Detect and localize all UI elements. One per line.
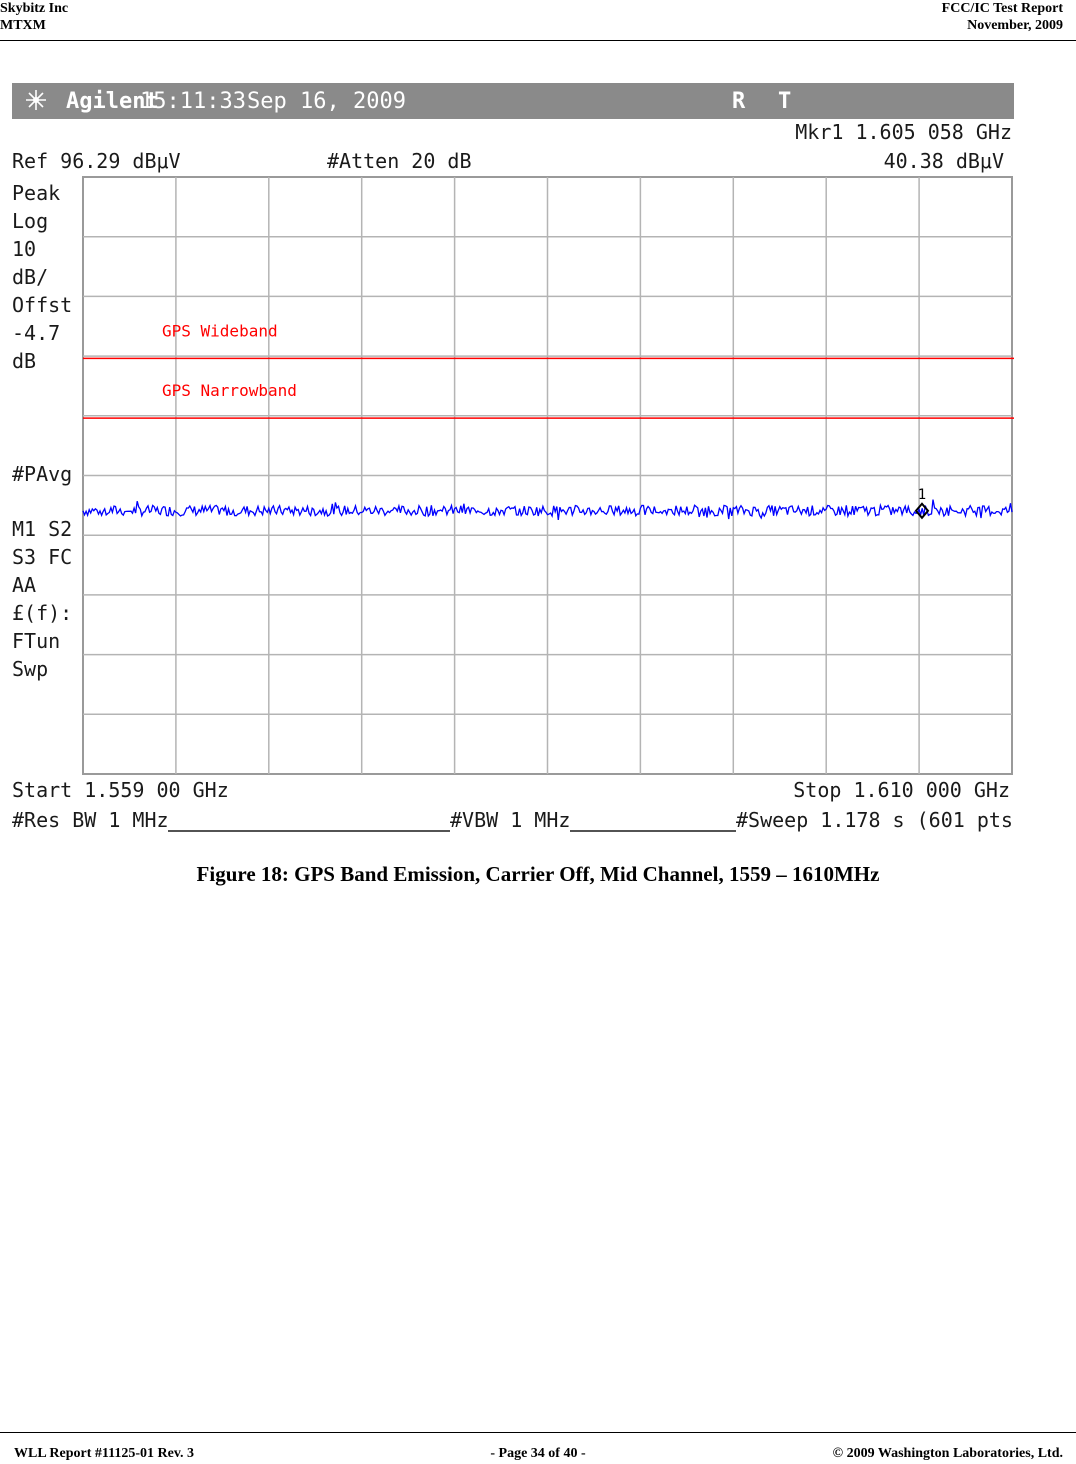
header-left	[0, 0, 68, 34]
side-label: Peak	[12, 181, 61, 205]
limit-line-label: GPS Narrowband	[162, 381, 297, 401]
date-label: Sep 16, 2009	[247, 89, 406, 114]
plot-grid	[83, 177, 1012, 774]
footer-report: WLL Report #11125-01 Rev. 3	[14, 1446, 195, 1461]
report-type: FCC/IC Test Report	[941, 1, 1063, 16]
header-right	[942, 0, 1063, 34]
company-name: Skybitz Inc	[0, 1, 69, 16]
side-label: 10	[12, 237, 37, 261]
sweep-time: #Sweep 1.178 s (601 pts)	[736, 808, 1014, 832]
product-name: MTXM	[0, 18, 46, 33]
agilent-logo-icon	[26, 90, 46, 110]
limit-line-label: GPS Wideband	[162, 321, 278, 341]
footer-rule	[0, 1432, 1076, 1433]
marker-number: 1	[917, 486, 927, 503]
resolution-bandwidth: #Res BW 1 MHz	[12, 808, 169, 832]
side-label: M1 S2	[12, 517, 73, 541]
header-rule	[0, 40, 1076, 41]
side-label: FTun	[12, 629, 61, 653]
time-label: 15:11:33	[140, 89, 246, 114]
side-label: dB	[12, 349, 37, 373]
marker-value: 40.38 dBμV	[883, 149, 1004, 173]
footer-page: - Page 34 of 40 -	[490, 1446, 586, 1461]
side-label: #PAvg	[12, 462, 73, 486]
marker-1	[916, 487, 928, 518]
status-r: R	[732, 89, 746, 114]
side-label: S3 FC	[12, 545, 73, 569]
video-bandwidth: #VBW 1 MHz	[450, 808, 571, 832]
side-label: £(f):	[12, 601, 73, 625]
figure-caption: Figure 18: GPS Band Emission, Carrier Off, Mid Channel, 1559 – 1610MHz	[196, 862, 880, 886]
side-label: Swp	[12, 657, 49, 681]
brand-label: Agilent	[66, 89, 159, 114]
status-t: T	[778, 89, 792, 114]
footer-copyright: © 2009 Washington Laboratories, Ltd.	[832, 1446, 1063, 1461]
spectrum-plot	[12, 83, 1014, 833]
spectrum-analyzer-screen	[12, 83, 1014, 833]
side-label: AA	[12, 573, 37, 597]
report-date: November, 2009	[967, 18, 1063, 33]
side-label: -4.7	[12, 321, 61, 345]
stop-frequency: Stop 1.610 000 GHz	[793, 778, 1010, 802]
side-label: Log	[12, 209, 49, 233]
limit-lines	[83, 321, 1014, 418]
side-labels	[12, 181, 72, 681]
start-frequency: Start 1.559 00 GHz	[12, 778, 229, 802]
ref-level: Ref 96.29 dBμV	[12, 149, 181, 173]
attenuation: #Atten 20 dB	[327, 149, 472, 173]
side-label: dB/	[12, 265, 49, 289]
side-label: Offst	[12, 293, 73, 317]
marker-label: Mkr1 1.605 058 GHz	[795, 120, 1012, 144]
